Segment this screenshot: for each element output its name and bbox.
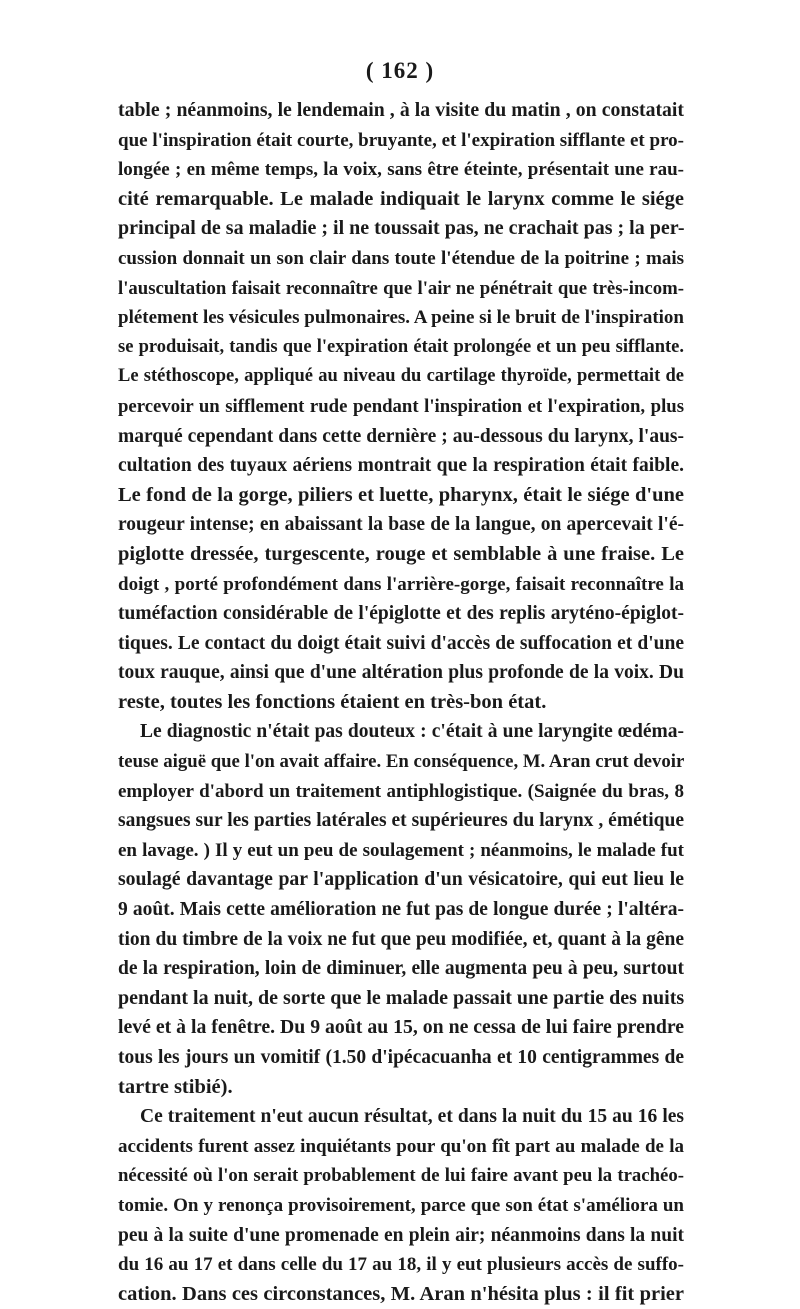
text-line: soulagé davantage par l'application d'un vésicatoire, qui eut lieu le	[118, 868, 684, 891]
text-line: en lavage. ) Il y eut un peu de soulagement ; néanmoins, le malade fut	[118, 839, 684, 861]
page-number: ( 162 )	[365, 58, 435, 83]
text-line: sangsues sur les parties latérales et supérieures du larynx , émétique	[118, 810, 684, 832]
text-line: rougeur intense; en abaissant la base de la langue, on apercevait l'é-	[118, 514, 684, 536]
body-text	[118, 96, 684, 1309]
text-line: piglotte dressée, turgescente, rouge et semblable à une fraise. Le	[118, 542, 684, 565]
text-line: tartre stibié).	[118, 1075, 233, 1098]
text-line: du 16 au 17 et dans celle du 17 au 18, il y eut plusieurs accès de suffo-	[118, 1254, 684, 1276]
text-line: pendant la nuit, de sorte que le malade passait une partie des nuits	[118, 986, 685, 1009]
text-line: de la respiration, loin de diminuer, elle augmenta peu à peu, surtout	[118, 958, 684, 980]
text-line: peu à la suite d'une promenade en plein air; néanmoins dans la nuit	[118, 1224, 684, 1246]
text-line: Le stéthoscope, appliqué au niveau du cartilage thyroïde, permettait de	[118, 366, 684, 387]
text-line: employer d'abord un traitement antiphlogistique. (Saignée du bras, 8	[118, 780, 684, 802]
text-line: principal de sa maladie ; il ne toussait pas, ne crachait pas ; la per-	[118, 217, 685, 240]
text-line: cation. Dans ces circonstances, M. Aran n'hésita plus : il fit prier	[118, 1282, 684, 1305]
text-line: tuméfaction considérable de l'épiglotte et des replis aryténo-épiglot-	[118, 603, 684, 625]
text-line: cité remarquable. Le malade indiquait le larynx comme le siége	[118, 187, 684, 210]
text-line: Le fond de la gorge, piliers et luette, pharynx, était le siége d'une	[118, 483, 684, 506]
text-line: l'auscultation faisait reconnaître que l'air ne pénétrait que très-incom-	[118, 277, 684, 299]
text-line: reste, toutes les fonctions étaient en très-bon état.	[118, 690, 547, 713]
text-line: doigt , porté profondément dans l'arrière-gorge, faisait reconnaître la	[118, 573, 684, 595]
text-line: cussion donnait un son clair dans toute l'étendue de la poitrine ; mais	[118, 247, 684, 269]
text-line: 9 août. Mais cette amélioration ne fut pas de longue durée ; l'altéra-	[118, 899, 684, 921]
text-line: percevoir un sifflement rude pendant l'inspiration et l'expiration, plus	[118, 395, 684, 417]
text-line: nécessité où l'on serait probablement de lui faire avant peu la trachéo-	[118, 1165, 684, 1187]
text-line: marqué cependant dans cette dernière ; au-dessous du larynx, l'aus-	[118, 425, 684, 447]
text-line: cultation des tuyaux aériens montrait que la respiration était faible.	[118, 455, 684, 477]
text-line: Le diagnostic n'était pas douteux : c'était à une laryngite œdéma-	[140, 721, 684, 743]
text-line: que l'inspiration était courte, bruyante, et l'expiration sifflante et pro-	[118, 129, 684, 151]
text-line: toux rauque, ainsi que d'une altération plus profonde de la voix. Du	[118, 662, 684, 684]
text-line: tomie. On y renonça provisoirement, parce que son état s'améliora un	[118, 1194, 684, 1216]
text-line: tous les jours un vomitif (1.50 d'ipécacuanha et 10 centigrammes de	[118, 1047, 684, 1068]
text-line: accidents furent assez inquiétants pour qu'on fît part au malade de la	[118, 1135, 684, 1157]
text-line: longée ; en même temps, la voix, sans être éteinte, présentait une rau-	[118, 159, 684, 181]
text-line: se produisait, tandis que l'expiration était prolongée et un peu sifflante.	[118, 336, 684, 357]
text-line: plétement les vésicules pulmonaires. A peine si le bruit de l'inspiration	[118, 307, 684, 329]
text-line: teuse aiguë que l'on avait affaire. En conséquence, M. Aran crut devoir	[118, 751, 685, 773]
text-line: levé et à la fenêtre. Du 9 août au 15, on ne cessa de lui faire prendre	[118, 1016, 684, 1039]
text-line: tiques. Le contact du doigt était suivi d'accès de suffocation et d'une	[118, 632, 684, 654]
text-line: Ce traitement n'eut aucun résultat, et dans la nuit du 15 au 16 les	[140, 1106, 684, 1128]
text-line: table ; néanmoins, le lendemain , à la visite du matin , on constatait	[118, 99, 684, 121]
text-line: tion du timbre de la voix ne fut que peu modifiée, et, quant à la gêne	[118, 928, 684, 950]
